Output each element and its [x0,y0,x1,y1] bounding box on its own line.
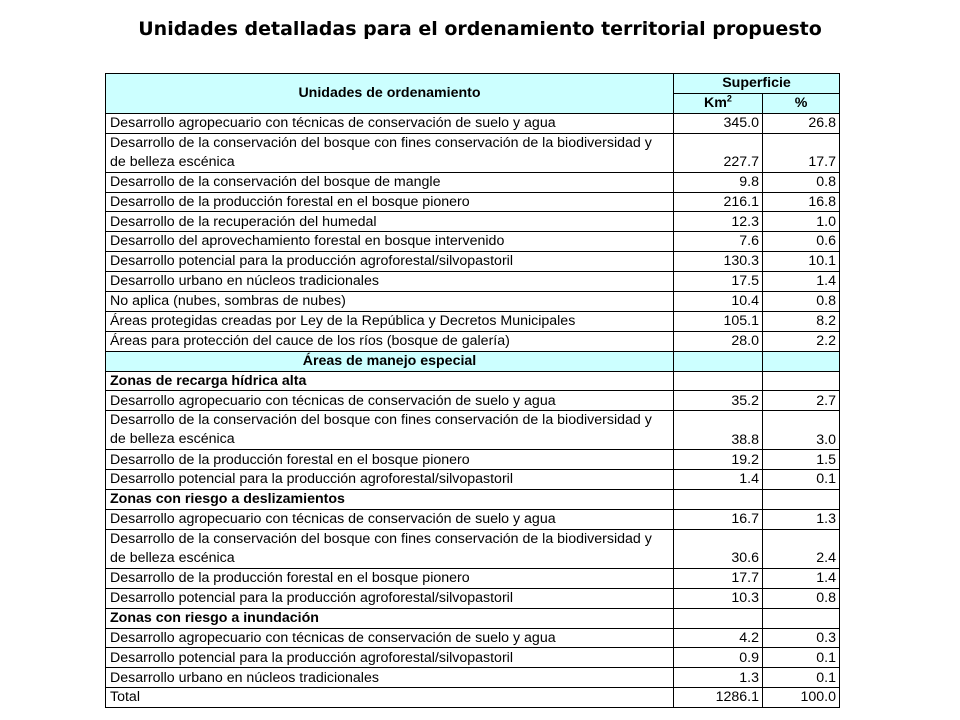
table-row [106,648,840,668]
row-pct: 100.0 [763,688,840,708]
zone2-title-row [106,490,840,510]
header-units: Unidades de ordenamiento [106,74,674,114]
row-km2: 19.2 [674,450,763,470]
row-pct: 0.8 [763,588,840,608]
empty-cell [763,608,840,628]
row-pct: 1.4 [763,568,840,588]
row-label: Desarrollo de la conservación del bosque de mangle [106,172,674,192]
zone3-title: Zonas con riesgo a inundación [106,608,674,628]
table-row [106,588,840,608]
row-km2: 35.2 [674,391,763,411]
row-label: Desarrollo de la conservación del bosque con fines conservación de la biodiversidad y de belleza escénica [106,133,674,172]
row-pct: 2.2 [763,331,840,351]
row-pct: 0.8 [763,172,840,192]
row-km2: 1.3 [674,668,763,688]
row-label: Desarrollo de la producción forestal en el bosque pionero [106,450,674,470]
empty-cell [763,351,840,371]
table-row [106,331,840,351]
row-pct: 1.5 [763,450,840,470]
table-row [106,232,840,252]
table-row [106,172,840,192]
row-pct: 10.1 [763,252,840,272]
row-pct: 0.1 [763,648,840,668]
row-label: Desarrollo agropecuario con técnicas de conservación de suelo y agua [106,113,674,133]
row-km2: 7.6 [674,232,763,252]
row-km2: 17.7 [674,568,763,588]
row-pct: 16.8 [763,192,840,212]
special-section-title: Áreas de manejo especial [106,351,674,371]
table-row [106,470,840,490]
row-label: Desarrollo potencial para la producción agroforestal/silvopastoril [106,648,674,668]
row-label: Desarrollo de la recuperación del humedal [106,212,674,232]
header-surface: Superficie [674,74,840,94]
row-label: Desarrollo potencial para la producción agroforestal/silvopastoril [106,470,674,490]
row-km2: 0.9 [674,648,763,668]
row-km2: 227.7 [674,133,763,172]
row-pct: 8.2 [763,311,840,331]
row-label: No aplica (nubes, sombras de nubes) [106,292,674,312]
row-label: Desarrollo de la producción forestal en el bosque pionero [106,192,674,212]
table-row [106,292,840,312]
special-section-title-row [106,351,840,371]
row-label: Desarrollo potencial para la producción agroforestal/silvopastoril [106,588,674,608]
row-label: Total [106,688,674,708]
table-row [106,133,840,172]
row-label: Desarrollo potencial para la producción agroforestal/silvopastoril [106,252,674,272]
row-pct: 0.3 [763,628,840,648]
row-label: Áreas para protección del cauce de los ríos (bosque de galería) [106,331,674,351]
row-label: Desarrollo agropecuario con técnicas de conservación de suelo y agua [106,391,674,411]
row-km2: 30.6 [674,529,763,568]
header-pct: % [763,93,840,113]
empty-cell [763,490,840,510]
table-row [106,272,840,292]
page-title: Unidades detalladas para el ordenamiento territorial propuesto [138,18,822,40]
row-pct: 1.4 [763,272,840,292]
table-header-row [106,74,840,94]
row-label: Desarrollo agropecuario con técnicas de conservación de suelo y agua [106,510,674,530]
empty-cell [763,371,840,391]
empty-cell [674,371,763,391]
table-row [106,391,840,411]
table-row [106,628,840,648]
row-label: Desarrollo de la conservación del bosque con fines conservación de la biodiversidad y de belleza escénica [106,529,674,568]
row-label: Desarrollo agropecuario con técnicas de conservación de suelo y agua [106,628,674,648]
empty-cell [674,351,763,371]
zone1-title: Zonas de recarga hídrica alta [106,371,674,391]
table-row [106,510,840,530]
header-km2: Km$^2$ [674,93,763,113]
table-row [106,212,840,232]
row-km2: 10.3 [674,588,763,608]
row-label: Desarrollo de la producción forestal en el bosque pionero [106,568,674,588]
row-pct: 2.7 [763,391,840,411]
zone3-title-row [106,608,840,628]
row-pct: 1.0 [763,212,840,232]
row-label: Desarrollo urbano en núcleos tradicionales [106,272,674,292]
land-units-table [105,73,840,708]
table-row [106,192,840,212]
row-km2: 17.5 [674,272,763,292]
row-km2: 4.2 [674,628,763,648]
table-row [106,568,840,588]
row-km2: 12.3 [674,212,763,232]
row-km2: 10.4 [674,292,763,312]
empty-cell [674,490,763,510]
row-label: Desarrollo del aprovechamiento forestal en bosque intervenido [106,232,674,252]
zone2-title: Zonas con riesgo a deslizamientos [106,490,674,510]
row-km2: 9.8 [674,172,763,192]
table-row [106,688,840,708]
row-km2: 28.0 [674,331,763,351]
table-row [106,411,840,450]
row-km2: 345.0 [674,113,763,133]
row-pct: 0.8 [763,292,840,312]
table-row [106,311,840,331]
row-pct: 26.8 [763,113,840,133]
row-km2: 130.3 [674,252,763,272]
row-pct: 17.7 [763,133,840,172]
row-km2: 1.4 [674,470,763,490]
row-pct: 1.3 [763,510,840,530]
table-row [106,113,840,133]
empty-cell [674,608,763,628]
row-label: Áreas protegidas creadas por Ley de la República y Decretos Municipales [106,311,674,331]
row-label: Desarrollo urbano en núcleos tradicionales [106,668,674,688]
row-km2: 216.1 [674,192,763,212]
row-km2: 1286.1 [674,688,763,708]
row-km2: 16.7 [674,510,763,530]
row-pct: 2.4 [763,529,840,568]
row-pct: 0.1 [763,668,840,688]
row-pct: 3.0 [763,411,840,450]
row-label: Desarrollo de la conservación del bosque con fines conservación de la biodiversidad y de belleza escénica [106,411,674,450]
row-pct: 0.6 [763,232,840,252]
table-row [106,668,840,688]
zone1-title-row [106,371,840,391]
table-row [106,450,840,470]
row-km2: 38.8 [674,411,763,450]
row-km2: 105.1 [674,311,763,331]
row-pct: 0.1 [763,470,840,490]
table-row [106,529,840,568]
table-row [106,252,840,272]
